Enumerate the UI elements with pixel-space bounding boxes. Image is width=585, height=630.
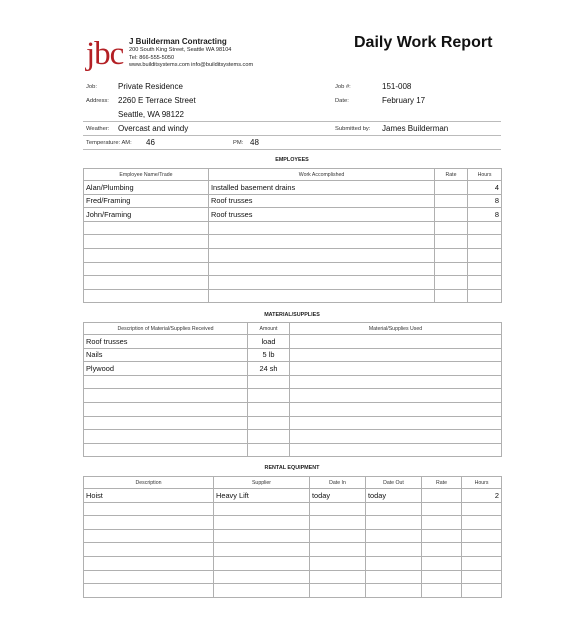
table-row xyxy=(84,362,502,376)
table-cell xyxy=(84,570,214,584)
table-cell: Roof trusses xyxy=(209,194,435,208)
table-cell: 5 lb xyxy=(248,348,290,362)
document-title: Daily Work Report xyxy=(354,34,493,51)
table-cell xyxy=(310,516,366,530)
table-cell xyxy=(214,556,310,570)
table-cell xyxy=(214,543,310,557)
table-cell xyxy=(310,529,366,543)
weather-value: Overcast and windy xyxy=(118,124,189,133)
column-header: Description xyxy=(84,477,214,489)
table-cell xyxy=(468,262,502,276)
table-cell xyxy=(366,556,422,570)
column-header: Hours xyxy=(468,169,502,181)
table-cell xyxy=(84,276,209,290)
table-cell xyxy=(84,375,248,389)
table-cell xyxy=(462,529,502,543)
column-header: Rate xyxy=(435,169,468,181)
table-row xyxy=(84,570,502,584)
table-row xyxy=(84,289,502,303)
table-cell xyxy=(422,502,462,516)
table-cell xyxy=(248,389,290,403)
table-cell xyxy=(84,416,248,430)
table-row xyxy=(84,502,502,516)
company-info xyxy=(129,37,253,70)
table-row xyxy=(84,402,502,416)
table-cell xyxy=(84,502,214,516)
rental-section-title: RENTAL EQUIPMENT xyxy=(264,465,320,471)
table-cell xyxy=(248,443,290,457)
table-cell: Fred/Framing xyxy=(84,194,209,208)
submitted-by-label: Submitted by: xyxy=(335,126,371,132)
table-cell xyxy=(310,543,366,557)
table-cell xyxy=(468,276,502,290)
rental-equipment-table xyxy=(83,476,502,598)
table-cell xyxy=(84,430,248,444)
table-cell xyxy=(422,584,462,598)
employees-section-title: EMPLOYEES xyxy=(275,157,309,163)
temperature-pm-label: PM: xyxy=(233,140,244,146)
table-cell xyxy=(214,570,310,584)
table-cell xyxy=(209,235,435,249)
submitted-by-value: James Builderman xyxy=(382,124,449,133)
table-cell xyxy=(209,221,435,235)
table-cell xyxy=(468,235,502,249)
weather-label: Weather: xyxy=(86,126,110,132)
table-cell xyxy=(84,389,248,403)
table-cell: Roof trusses xyxy=(84,335,248,349)
company-logo: jbc xyxy=(86,36,124,72)
column-header: Date In xyxy=(310,477,366,489)
table-cell xyxy=(290,416,502,430)
table-cell xyxy=(84,584,214,598)
table-cell xyxy=(468,248,502,262)
job-value: Private Residence xyxy=(118,82,183,91)
table-cell: 8 xyxy=(468,194,502,208)
table-cell: load xyxy=(248,335,290,349)
table-cell: today xyxy=(366,489,422,503)
job-label: Job: xyxy=(86,84,97,90)
column-header: Description of Material/Supplies Received xyxy=(84,323,248,335)
table-cell xyxy=(84,235,209,249)
table-cell xyxy=(214,584,310,598)
table-cell xyxy=(462,502,502,516)
table-cell xyxy=(84,262,209,276)
address-line-1: 2260 E Terrace Street xyxy=(118,96,196,105)
table-cell xyxy=(366,502,422,516)
divider xyxy=(83,149,501,150)
date-value: February 17 xyxy=(382,96,426,105)
column-header: Employee Name/Trade xyxy=(84,169,209,181)
job-number-label: Job #: xyxy=(335,84,351,90)
table-cell xyxy=(84,248,209,262)
table-cell xyxy=(366,529,422,543)
table-row xyxy=(84,221,502,235)
table-row xyxy=(84,208,502,222)
table-cell xyxy=(366,570,422,584)
table-cell xyxy=(84,402,248,416)
company-web-email: www.builditsystems.com info@builditsystems.com xyxy=(129,62,254,69)
table-row xyxy=(84,248,502,262)
column-header: Material/Supplies Used xyxy=(290,323,502,335)
column-header: Supplier xyxy=(214,477,310,489)
table-cell xyxy=(84,443,248,457)
table-row xyxy=(84,348,502,362)
divider xyxy=(83,135,501,136)
table-row xyxy=(84,556,502,570)
table-cell xyxy=(422,556,462,570)
table-cell xyxy=(248,375,290,389)
table-row xyxy=(84,276,502,290)
table-row xyxy=(84,430,502,444)
table-row xyxy=(84,181,502,195)
table-cell: Roof trusses xyxy=(209,208,435,222)
table-row xyxy=(84,235,502,249)
temperature-am-value: 46 xyxy=(146,138,155,147)
job-number-value: 151-008 xyxy=(382,82,412,91)
table-cell xyxy=(435,235,468,249)
table-cell xyxy=(422,489,462,503)
table-cell: Heavy Lift xyxy=(214,489,310,503)
table-cell xyxy=(310,570,366,584)
table-cell xyxy=(84,543,214,557)
table-cell xyxy=(310,502,366,516)
table-cell xyxy=(290,362,502,376)
table-cell xyxy=(462,516,502,530)
table-header-row xyxy=(84,169,502,181)
employees-table xyxy=(83,168,502,303)
table-cell: Nails xyxy=(84,348,248,362)
temperature-pm-value: 48 xyxy=(250,138,259,147)
table-cell: today xyxy=(310,489,366,503)
table-cell: 2 xyxy=(462,489,502,503)
table-row xyxy=(84,584,502,598)
address-line-2: Seattle, WA 98122 xyxy=(118,110,184,119)
table-row xyxy=(84,375,502,389)
table-cell xyxy=(435,262,468,276)
table-cell xyxy=(290,335,502,349)
table-cell xyxy=(462,543,502,557)
table-cell xyxy=(422,570,462,584)
table-cell: Plywood xyxy=(84,362,248,376)
table-cell xyxy=(214,516,310,530)
table-cell xyxy=(435,194,468,208)
table-cell xyxy=(84,221,209,235)
table-cell xyxy=(435,276,468,290)
table-row xyxy=(84,543,502,557)
table-cell xyxy=(462,570,502,584)
table-cell xyxy=(462,556,502,570)
temperature-am-label: Temperature: AM: xyxy=(86,140,132,146)
table-cell xyxy=(214,529,310,543)
table-row xyxy=(84,389,502,403)
table-cell xyxy=(435,289,468,303)
column-header: Hours xyxy=(462,477,502,489)
table-cell xyxy=(366,543,422,557)
table-cell xyxy=(248,402,290,416)
table-row xyxy=(84,335,502,349)
table-row xyxy=(84,416,502,430)
table-cell xyxy=(462,584,502,598)
table-cell xyxy=(248,430,290,444)
table-cell xyxy=(366,516,422,530)
table-cell xyxy=(290,402,502,416)
column-header: Amount xyxy=(248,323,290,335)
materials-table xyxy=(83,322,502,457)
column-header: Work Accomplished xyxy=(209,169,435,181)
table-cell xyxy=(209,262,435,276)
table-cell xyxy=(435,208,468,222)
address-label: Address: xyxy=(86,98,109,104)
table-cell xyxy=(422,516,462,530)
table-cell: 4 xyxy=(468,181,502,195)
company-name: J Builderman Contracting xyxy=(129,37,227,46)
table-cell xyxy=(290,443,502,457)
table-cell xyxy=(84,516,214,530)
table-row xyxy=(84,194,502,208)
table-row xyxy=(84,262,502,276)
company-phone: Tel: 866-555-5050 xyxy=(129,54,175,61)
table-header-row xyxy=(84,477,502,489)
table-cell: Alan/Plumbing xyxy=(84,181,209,195)
table-cell: Hoist xyxy=(84,489,214,503)
table-cell xyxy=(214,502,310,516)
table-row xyxy=(84,443,502,457)
table-cell xyxy=(290,389,502,403)
table-cell xyxy=(310,556,366,570)
table-cell: 8 xyxy=(468,208,502,222)
table-row xyxy=(84,489,502,503)
table-cell xyxy=(84,556,214,570)
table-cell xyxy=(209,248,435,262)
table-cell: Installed basement drains xyxy=(209,181,435,195)
table-cell xyxy=(248,416,290,430)
table-header-row xyxy=(84,323,502,335)
company-address: 200 South King Street, Seattle WA 98104 xyxy=(129,47,232,53)
table-row xyxy=(84,529,502,543)
table-cell xyxy=(435,181,468,195)
table-cell xyxy=(84,289,209,303)
table-cell xyxy=(290,375,502,389)
table-cell xyxy=(310,584,366,598)
table-cell xyxy=(468,289,502,303)
table-cell xyxy=(435,221,468,235)
table-cell xyxy=(366,584,422,598)
divider xyxy=(83,121,501,122)
table-cell xyxy=(209,276,435,290)
table-cell xyxy=(435,248,468,262)
table-row xyxy=(84,516,502,530)
column-header: Rate xyxy=(422,477,462,489)
table-cell xyxy=(209,289,435,303)
date-label: Date: xyxy=(335,98,349,104)
table-cell: 24 sh xyxy=(248,362,290,376)
table-cell xyxy=(422,543,462,557)
column-header: Date Out xyxy=(366,477,422,489)
table-cell xyxy=(84,529,214,543)
table-cell xyxy=(468,221,502,235)
materials-section-title: MATERIAL/SUPPLIES xyxy=(264,312,320,318)
table-cell xyxy=(422,529,462,543)
table-cell xyxy=(290,348,502,362)
table-cell: John/Framing xyxy=(84,208,209,222)
table-cell xyxy=(290,430,502,444)
